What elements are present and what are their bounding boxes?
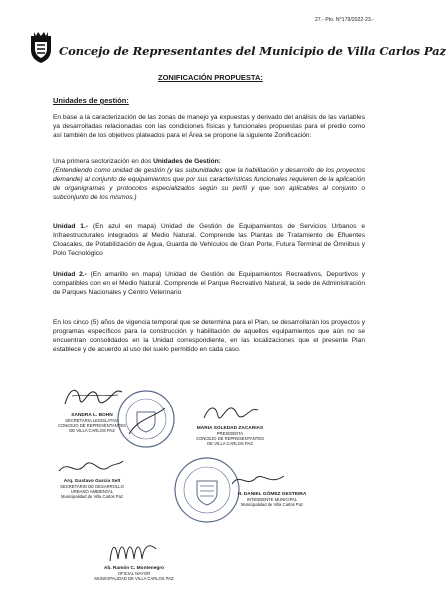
section-title: Unidades de gestión: [53, 96, 129, 105]
signer-org: CONCEJO DE REPRESENTANTES [196, 436, 264, 441]
signer-role: OFICIAL MAYOR [117, 571, 151, 576]
sectorization-paragraph [53, 157, 365, 202]
closing-paragraph: En los cinco (5) años de vigencia temporal que se determina para el Plan, se desarrollarán los proyectos y programas específicos para la construcción y habilitación de aquellos equipamientos que aún no se encuentran consolidados en la Unidad correspondiente, en las localizaciones que el presente Plan establece y de acuerdo al uso del suelo permitido en cada caso. [53, 319, 365, 353]
signer-org: CONCEJO DE REPRESENTANTES [58, 423, 126, 428]
signer-name: SANDRA L. BOHN [71, 413, 113, 418]
signer-org: Municipalidad de Villa Carlos Paz [240, 502, 304, 507]
sectorization-lead: Una primera sectorización en dos [53, 158, 154, 165]
signature-cerrera-scribble [228, 470, 288, 490]
signature-block-zacarias [182, 426, 278, 446]
signer-role: INTENDENTE MUNICIPAL [246, 497, 298, 502]
signer-name: Arq. Gustavo Garcia Selt [63, 479, 121, 484]
signature-block-garcia [46, 479, 138, 499]
signature-garcia-scribble [55, 455, 125, 479]
intro-paragraph: En base a la caracterización de las zonas de manejo ya expuestas y derivado del análisis de las variables ya desarrolladas relacionadas con las condiciones físicas y funcionales propuestas para el predio como así también de los objetivos plateados para el Área se propone la siguiente Zonificación: [53, 114, 365, 139]
unit-1-paragraph [53, 222, 365, 258]
unit-1-text: (En azul en mapa) Unidad de Gestión de Equipamientos de Servicios Urbanos e Infraestructurales integrados al Medio Natural. Comprende las Plantas de Tratamiento de Efluentes Cloacales, de Potabilización de Agua, Guarda de Vehículos de Gran Porte, Futura Terminal de Ómnibus y Polo Tecnológico [53, 223, 365, 257]
signer-place: DE VILLA CARLOS PAZ [207, 441, 253, 446]
page-title: ZONIFICACIÓN PROPUESTA: [158, 73, 263, 82]
signer-org: URBANO AMBIENTAL [70, 489, 114, 494]
unit-2-label: Unidad 2.- [53, 271, 87, 278]
signer-role: PRESIDENTA [216, 431, 244, 436]
council-name: Concejo de Representantes del Municipio de Villa Carlos Paz [59, 44, 446, 58]
document-reference: 27.- Pto. N°179/2022-23.- [314, 17, 374, 23]
signature-block-bohn [52, 413, 132, 433]
signer-name: H. DANIEL GÓMEZ GESTEIRA [237, 492, 307, 497]
signature-montenegro-scribble [104, 537, 162, 565]
municipal-crest-icon [28, 30, 54, 64]
signer-role: SECRETARIO DE DESARROLLO [60, 484, 124, 489]
unit-2-text: (En amarillo en mapa) Unidad de Gestión de Equipamientos Recreativos, Deportivos y compatibles con en el Medio Natural. Comprende el Parque Recreativo Natural, la sede de Administración de Parques Nacionales y Centro Veterinario [53, 271, 365, 296]
unit-2-paragraph [53, 270, 365, 297]
signer-name: Ab. Ramón C. Montenegro [103, 566, 165, 571]
signer-name: MARIA SOLEDAD ZACARIAS [196, 426, 264, 431]
signature-zacarias-scribble [200, 400, 260, 426]
signature-block-montenegro [90, 566, 178, 581]
sectorization-definition: (Entendiendo como unidad de gestión (y las subunidades que la habilitación y desarrollo de los proyectos demande) al conjunto de equipamientos que por sus características funcionales requieren de la aplicación de organigramas y protocolos especializados según su perfil y que son aplicables al conjunto o subconjunto de los mismos.) [53, 167, 365, 201]
signer-place: Municipalidad de Villa Carlos Paz [60, 494, 124, 499]
municipal-seal-stamp [172, 455, 242, 525]
sectorization-bold: Unidades de Gestión: [153, 158, 221, 165]
signer-place: DE VILLA CARLOS PAZ [69, 428, 115, 433]
signer-org: MUNICIPALIDAD DE VILLA CARLOS PAZ [94, 576, 174, 581]
unit-1-label: Unidad 1.- [53, 223, 88, 230]
signature-block-cerrera [226, 492, 318, 507]
signer-role: SECRETARIA LEGISLATIVA [65, 418, 119, 423]
